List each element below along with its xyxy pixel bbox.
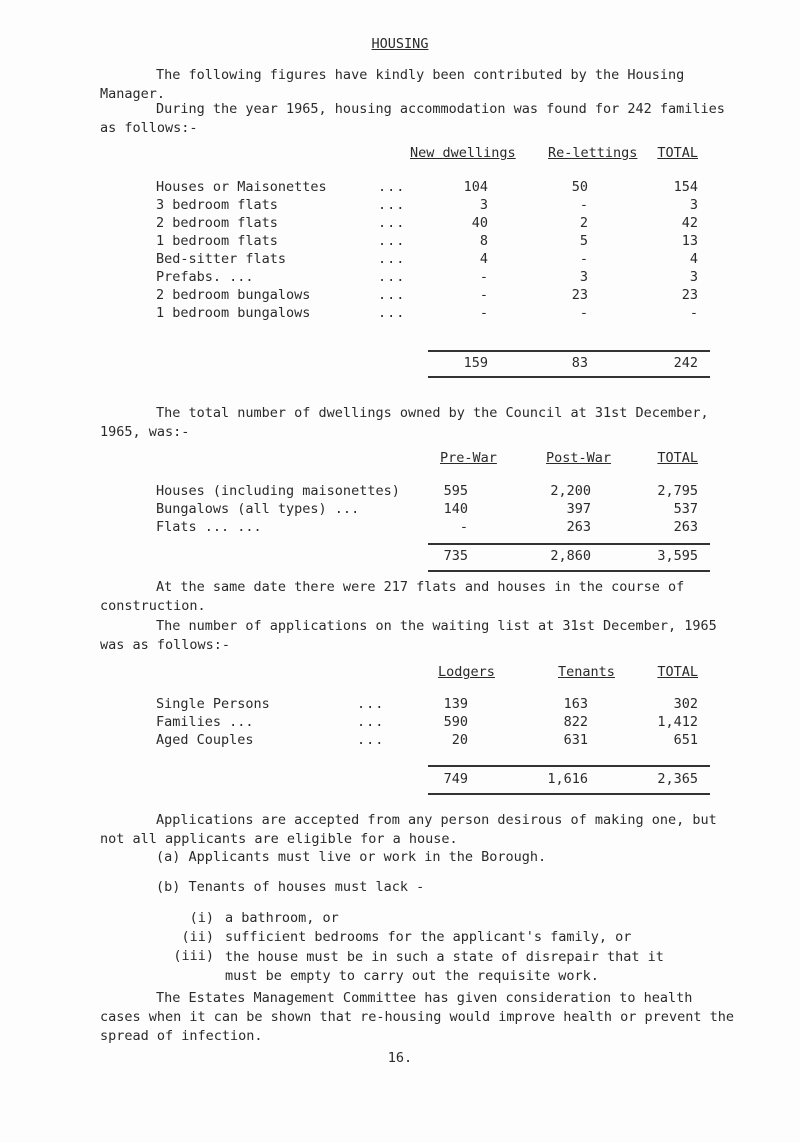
table-row-label: 3 bedroom flats (156, 197, 278, 213)
paragraph-5: Applications are accepted from any person desirous of making one, but not all applicants are eligible for a house. (100, 812, 717, 847)
leader-dots: ... (378, 215, 406, 231)
table-cell: 651 (673, 732, 698, 748)
table-cell: 3 (689, 197, 698, 213)
t1-total-total: 242 (673, 355, 698, 371)
t2-total-total: 3,595 (657, 548, 698, 564)
t2-header-postwar: Post-War (546, 450, 612, 466)
table-row-label: 2 bedroom bungalows (156, 287, 311, 303)
table-row-label: 2 bedroom flats (156, 215, 278, 231)
t1-header-new: New dwellings (410, 145, 516, 161)
t1-total-new: 159 (463, 355, 488, 371)
page-number: 16. (387, 1050, 413, 1066)
table-cell: 631 (563, 732, 588, 748)
t3-total-total: 2,365 (657, 771, 698, 787)
t3-rule-lower (428, 793, 710, 795)
table-row-label: 1 bedroom bungalows (156, 305, 311, 321)
paragraph-4: The number of applications on the waiting list at 31st December, 1965 was as follows:- (100, 618, 717, 653)
table-row-label: Single Persons (156, 696, 270, 712)
t3-header-tenants: Tenants (558, 664, 615, 680)
leader-dots: ... (378, 269, 406, 285)
table-cell: - (579, 197, 588, 213)
t2-header-prewar: Pre-War (440, 450, 497, 466)
table-cell: 3 (579, 269, 588, 285)
intro-paragraph: The following figures have kindly been contributed by the Housing Manager. (100, 67, 685, 102)
leader-dots: ... (378, 287, 406, 303)
table-cell: 590 (443, 714, 468, 730)
t1-rule-upper (428, 350, 710, 352)
table-row-label: Prefabs. ... (156, 269, 254, 285)
table-cell: 2,795 (657, 483, 698, 499)
table-cell: 139 (443, 696, 468, 712)
t1-header-relet: Re-lettings (548, 145, 638, 161)
table-row-label: Aged Couples (156, 732, 254, 748)
table-cell: 40 (471, 215, 488, 231)
leader-dots: ... (378, 251, 406, 267)
table-cell: 3 (689, 269, 698, 285)
paragraph-1: During the year 1965, housing accommodation was found for 242 families as follows:- (100, 101, 725, 136)
t2-total-postwar: 2,860 (550, 548, 591, 564)
table-cell: 23 (571, 287, 588, 303)
table-cell: 397 (566, 501, 591, 517)
sub-i-marker: (i) (189, 910, 214, 926)
table-cell: 20 (451, 732, 468, 748)
leader-dots: ... (357, 732, 385, 748)
table-cell: - (479, 269, 488, 285)
t2-rule-lower (428, 570, 710, 572)
table-row-label: 1 bedroom flats (156, 233, 278, 249)
table-cell: - (579, 305, 588, 321)
table-cell: 8 (479, 233, 488, 249)
table-cell: - (689, 305, 698, 321)
t2-rule-upper (428, 543, 710, 545)
table-cell: 163 (563, 696, 588, 712)
table-row-label: Houses or Maisonettes (156, 179, 327, 195)
t3-rule-upper (428, 765, 710, 767)
t2-total-prewar: 735 (443, 548, 468, 564)
table-cell: 2 (579, 215, 588, 231)
table-cell: - (579, 251, 588, 267)
table-cell: 1,412 (657, 714, 698, 730)
t1-total-relet: 83 (571, 355, 588, 371)
table-row-label: Flats ... ... (156, 519, 262, 535)
leader-dots: ... (378, 305, 406, 321)
t3-total-lodgers: 749 (443, 771, 468, 787)
table-row-label: Houses (including maisonettes) (156, 483, 400, 499)
table-cell: 263 (673, 519, 698, 535)
table-row-label: Bungalows (all types) ... (156, 501, 360, 517)
table-cell: 5 (579, 233, 588, 249)
table-cell: - (479, 287, 488, 303)
leader-dots: ... (378, 179, 406, 195)
table-row-label: Families ... (156, 714, 254, 730)
table-cell: 595 (443, 483, 468, 499)
paragraph-6: The Estates Management Committee has given consideration to health cases when it can be shown that re-housing would improve health or prevent the spread of infection. (100, 990, 734, 1044)
table-cell: 42 (681, 215, 698, 231)
paragraph-3: At the same date there were 217 flats and houses in the course of construction. (100, 579, 685, 614)
paragraph-2: The total number of dwellings owned by the Council at 31st December, 1965, was:- (100, 405, 709, 440)
sub-i-text: a bathroom, or (225, 910, 339, 926)
sub-ii-marker: (ii) (181, 929, 214, 945)
table-cell: 3 (479, 197, 488, 213)
table-cell: - (479, 305, 488, 321)
table-cell: 13 (681, 233, 698, 249)
table-cell: - (459, 519, 468, 535)
leader-dots: ... (357, 714, 385, 730)
t1-rule-lower (428, 376, 710, 378)
table-cell: 154 (673, 179, 698, 195)
condition-a: (a) Applicants must live or work in the Borough. (156, 849, 547, 865)
sub-ii-text: sufficient bedrooms for the applicant's family, or (225, 929, 632, 945)
page-title: HOUSING (371, 36, 429, 52)
sub-iii-marker: (iii) (173, 948, 214, 964)
table-cell: 537 (673, 501, 698, 517)
t1-header-total: TOTAL (657, 145, 698, 161)
table-cell: 302 (673, 696, 698, 712)
table-cell: 140 (443, 501, 468, 517)
t2-header-total: TOTAL (657, 450, 698, 466)
leader-dots: ... (357, 696, 385, 712)
table-cell: 104 (463, 179, 488, 195)
table-cell: 822 (563, 714, 588, 730)
sub-iii-text: the house must be in such a state of disrepair that it must be empty to carry out the requisite work. (225, 949, 664, 984)
t3-header-total: TOTAL (657, 664, 698, 680)
table-cell: 2,200 (550, 483, 591, 499)
condition-b: (b) Tenants of houses must lack - (156, 879, 425, 895)
leader-dots: ... (378, 197, 406, 213)
leader-dots: ... (378, 233, 406, 249)
t3-header-lodgers: Lodgers (438, 664, 495, 680)
table-cell: 23 (681, 287, 698, 303)
table-cell: 263 (566, 519, 591, 535)
table-cell: 50 (571, 179, 588, 195)
table-cell: 4 (479, 251, 488, 267)
table-cell: 4 (689, 251, 698, 267)
table-row-label: Bed-sitter flats (156, 251, 287, 267)
t3-total-tenants: 1,616 (547, 771, 588, 787)
